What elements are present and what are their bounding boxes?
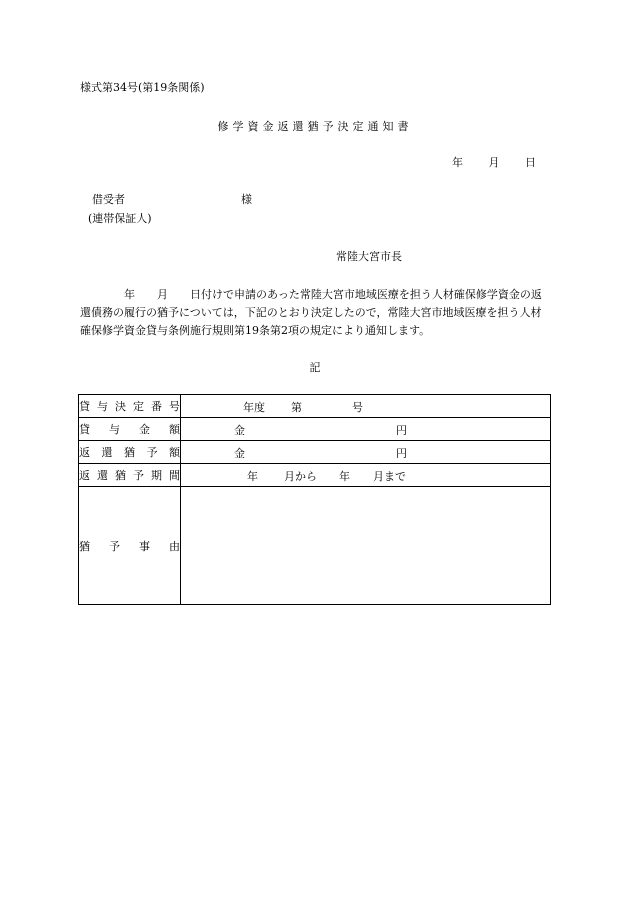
date-line: 年 月 日 <box>452 156 536 169</box>
table-row <box>79 418 551 441</box>
deferral-reason-value <box>181 487 551 605</box>
document-title: 修学資金返還猶予決定通知書 <box>217 120 413 133</box>
loan-decision-number-label: 貸与決定番号 <box>79 395 181 418</box>
deferral-reason-label: 猶予事由 <box>79 487 181 605</box>
deferral-amount-label: 返還猶予額 <box>79 441 181 464</box>
issuer-name: 常陸大宮市長 <box>336 250 402 263</box>
guarantor-label: (連帯保証人) <box>88 212 152 225</box>
kin-text: 金 <box>234 447 245 460</box>
table-row <box>79 395 551 418</box>
form-number: 様式第34号(第19条関係) <box>80 81 205 94</box>
deferral-period-value <box>181 464 551 487</box>
go-text: 号 <box>352 401 363 414</box>
table-row <box>79 464 551 487</box>
loan-amount-label: 貸与金額 <box>79 418 181 441</box>
deferral-period-label: 返還猶予期間 <box>79 464 181 487</box>
detail-table <box>78 394 551 605</box>
yen-text: 円 <box>396 424 407 437</box>
loan-decision-number-value <box>181 395 551 418</box>
nendo-text: 年度 <box>243 401 265 414</box>
body-paragraph: 年 月 日付けで申請のあった常陸大宮市地域医療を担う人材確保修学資金の返還債務の履行の猶予については，下記のとおり決定したので，常陸大宮市地域医療を担う人材確保修学資金貸与条例施行規則第19条第2項の規定により通知します。 <box>80 288 542 337</box>
deferral-amount-value <box>181 441 551 464</box>
table-row <box>79 487 551 605</box>
year-text: 年 <box>247 470 258 483</box>
ki-heading: 記 <box>309 361 321 374</box>
borrower-honorific: 様 <box>241 193 252 206</box>
borrower-label: 借受者 <box>92 193 125 206</box>
dai-text: 第 <box>291 401 302 414</box>
loan-amount-value <box>181 418 551 441</box>
month-until-text: 月まで <box>373 470 406 483</box>
month-from-text: 月から <box>284 470 317 483</box>
kin-text: 金 <box>234 424 245 437</box>
yen-text: 円 <box>396 447 407 460</box>
table-row <box>79 441 551 464</box>
year-text: 年 <box>339 470 350 483</box>
